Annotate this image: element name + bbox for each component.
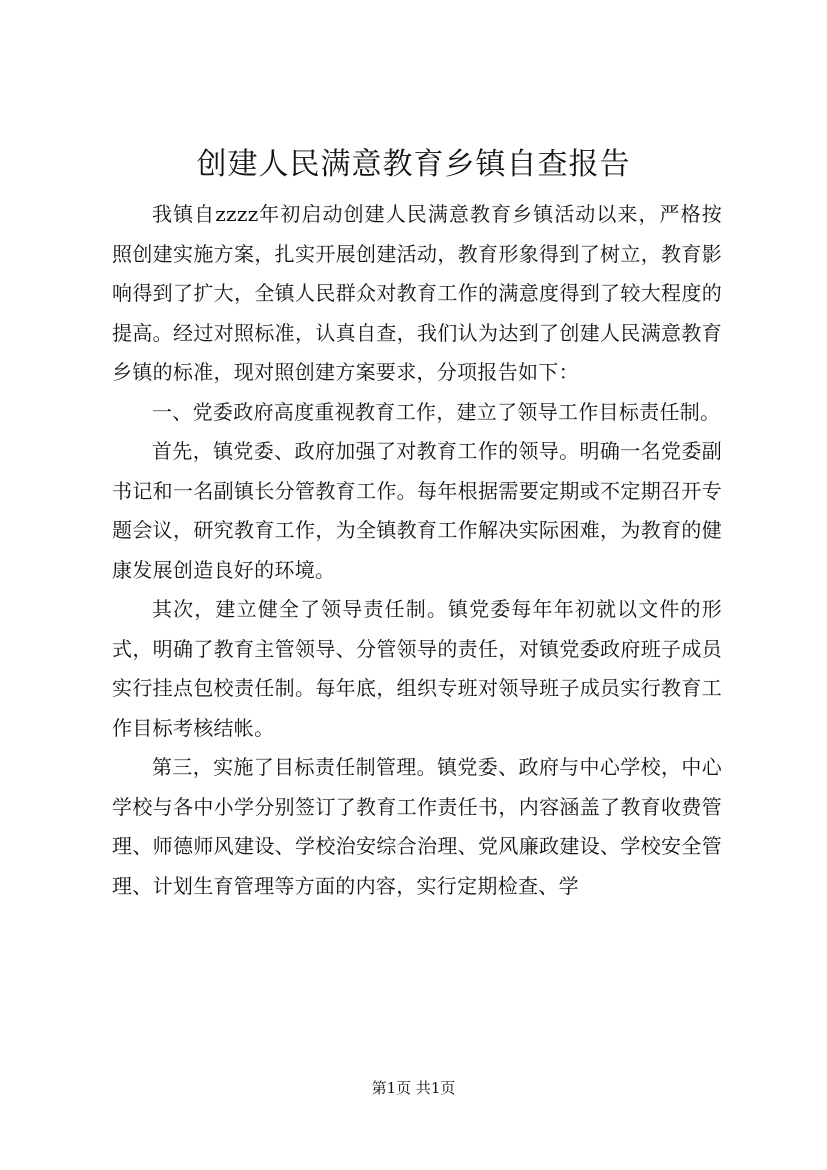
document-title: 创建人民满意教育乡镇自查报告 [196, 147, 631, 182]
document-body [112, 195, 722, 906]
paragraph-second: 其次，建立健全了领导责任制。镇党委每年年初就以文件的形式，明确了教育主管领导、分管领导的责任，对镇党委政府班子成员实行挂点包校责任制。每年底，组织专班对领导班子成员实行教育工作目标考核结帐。 [112, 597, 722, 740]
paragraph-section-heading: 一、党委政府高度重视教育工作，建立了领导工作目标责任制。 [152, 399, 721, 424]
paragraph-third: 第三，实施了目标责任制管理。镇党委、政府与中心学校，中心学校与各中小学分别签订了教育工作责任书，内容涵盖了教育收费管理、师德师风建设、学校治安综合治理、党风廉政建设、学校安全管理、计划生育管理等方面的内容，实行定期检查、学 [112, 755, 722, 898]
paragraph-intro: 我镇自zzzz年初启动创建人民满意教育乡镇活动以来，严格按照创建实施方案，扎实开展创建活动，教育形象得到了树立，教育影响得到了扩大，全镇人民群众对教育工作的满意度得到了较大程度的提高。经过对照标准，认真自查，我们认为达到了创建人民满意教育乡镇的标准，现对照创建方案要求，分项报告如下： [112, 202, 722, 384]
paragraph-first: 首先，镇党委、政府加强了对教育工作的领导。明确一名党委副书记和一名副镇长分管教育工作。每年根据需要定期或不定期召开专题会议，研究教育工作，为全镇教育工作解决实际困难，为教育的健康发展创造良好的环境。 [112, 439, 722, 582]
page-number-footer: 第1页 共1页 [371, 1079, 456, 1097]
